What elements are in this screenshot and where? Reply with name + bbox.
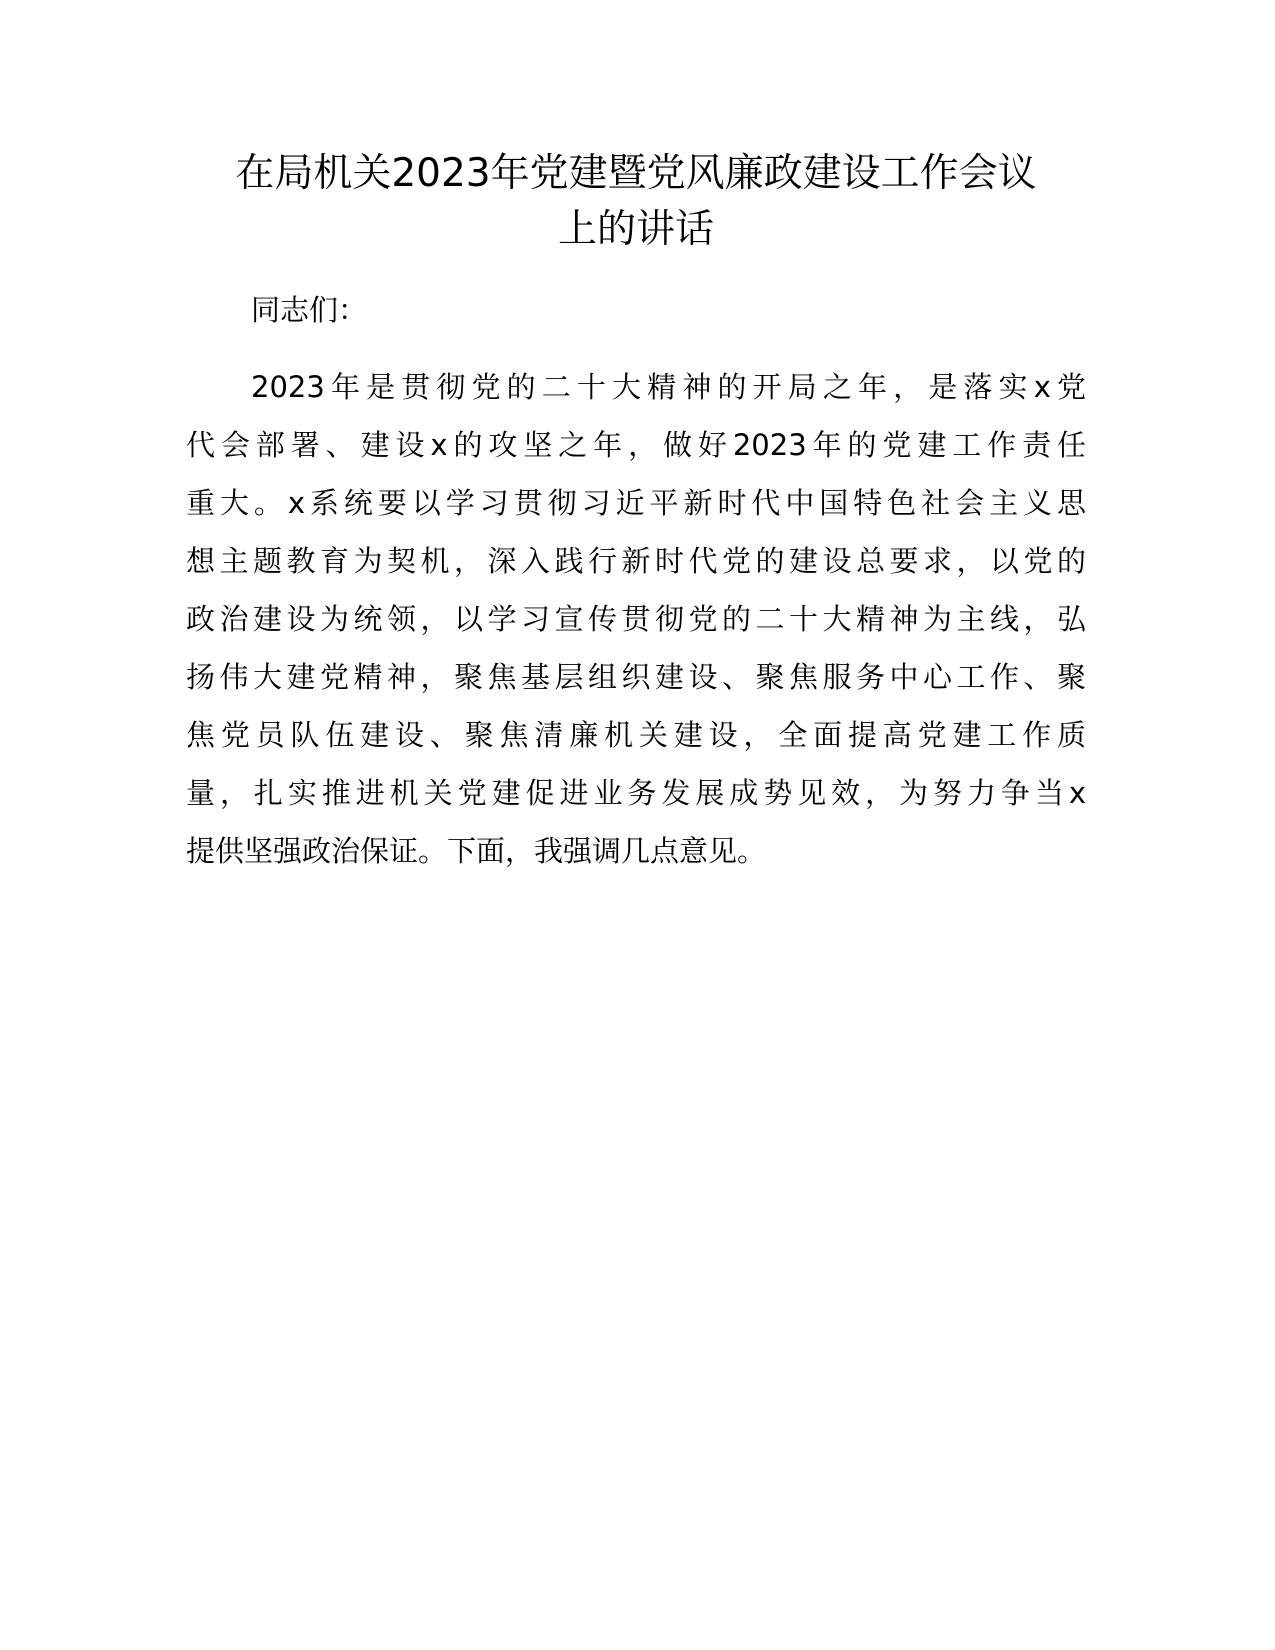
paragraph-line: 焦党员队伍建设、聚焦清廉机关建设，全面提高党建工作质 xyxy=(186,718,1086,752)
paragraph-line: 提供坚强政治保证。下面，我强调几点意见。 xyxy=(186,834,767,868)
document-title-line: 在局机关2023年党建暨党风廉政建设工作会议 xyxy=(235,151,1037,196)
greeting: 同志们： xyxy=(251,293,368,327)
paragraph-line: 扬伟大建党精神，聚焦基层组织建设、聚焦服务中心工作、聚 xyxy=(186,660,1086,694)
document-title-line: 上的讲话 xyxy=(557,207,714,252)
paragraph-line: 2023年是贯彻党的二十大精神的开局之年，是落实x党 xyxy=(251,370,1086,404)
paragraph-line: 重大。x系统要以学习贯彻习近平新时代中国特色社会主义思 xyxy=(186,486,1086,520)
paragraph-line: 想主题教育为契机，深入践行新时代党的建设总要求，以党的 xyxy=(186,544,1086,578)
paragraph-line: 政治建设为统领，以学习宣传贯彻党的二十大精神为主线，弘 xyxy=(186,602,1086,636)
document-title xyxy=(186,146,1086,258)
paragraph-line: 代会部署、建设x的攻坚之年，做好2023年的党建工作责任 xyxy=(186,428,1086,462)
body-paragraph xyxy=(186,358,1086,880)
paragraph-line: 量，扎实推进机关党建促进业务发展成势见效，为努力争当x xyxy=(186,776,1086,810)
